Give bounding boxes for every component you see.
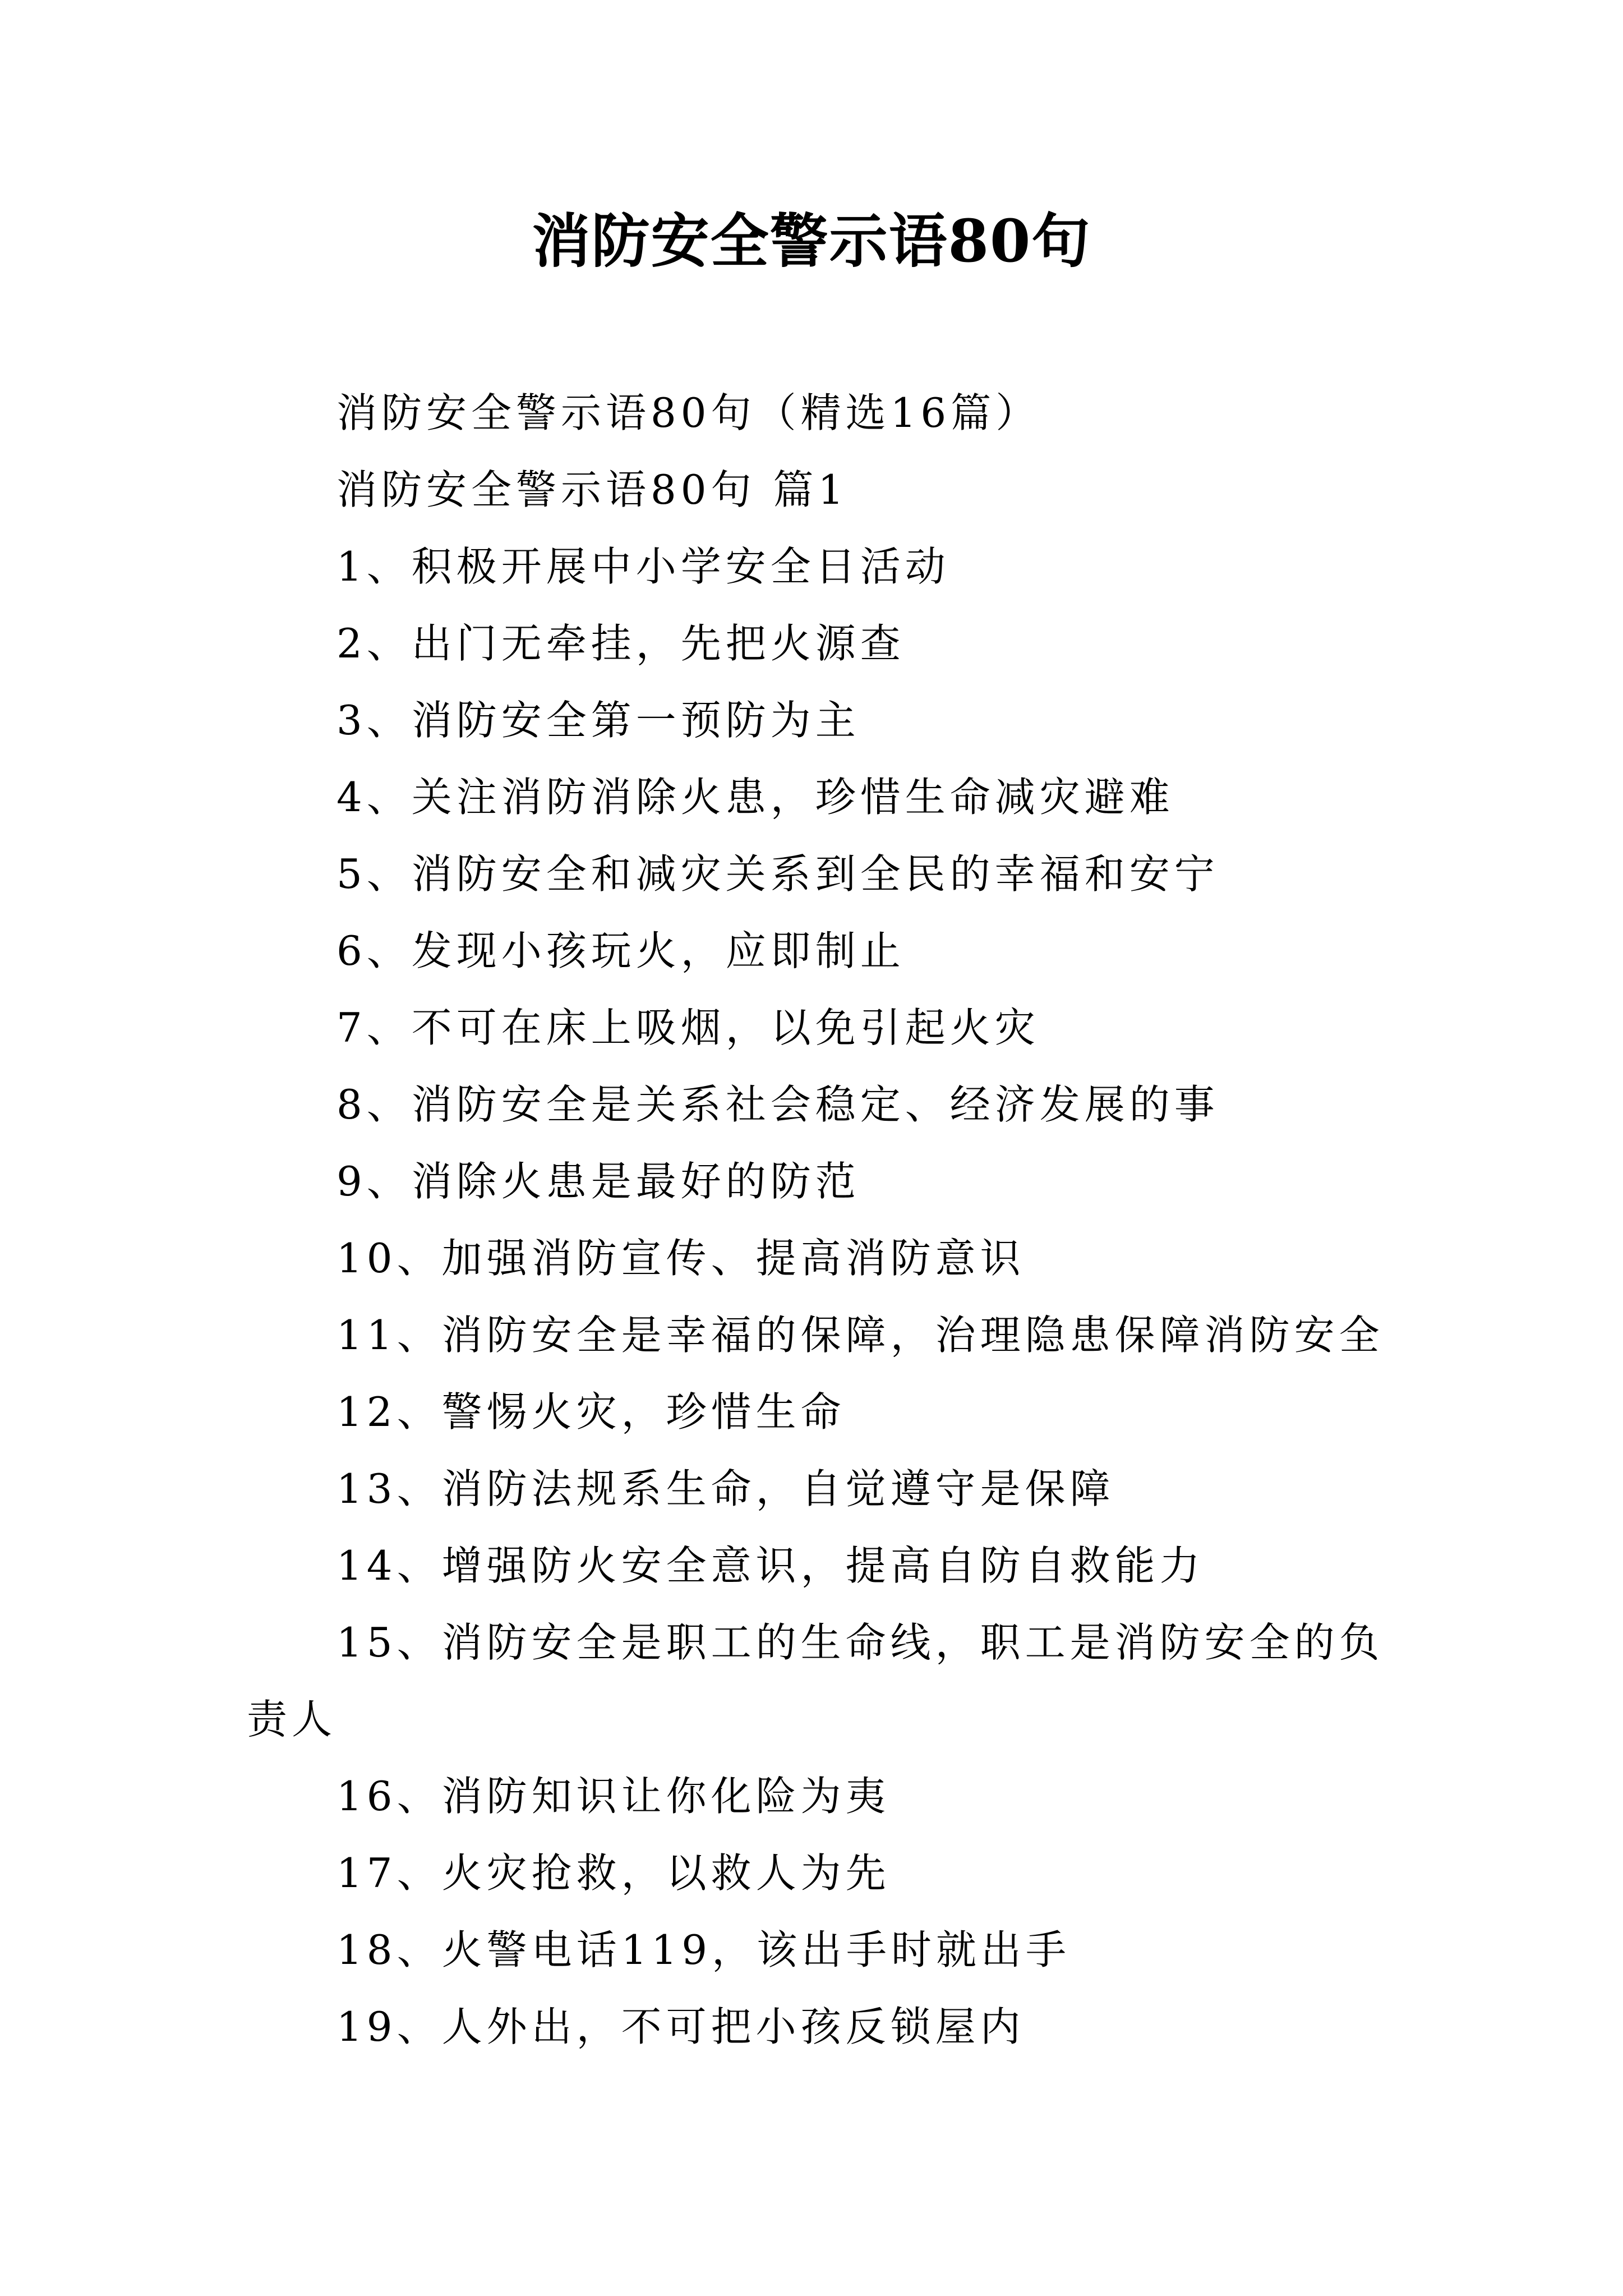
list-item: 15、消防安全是职工的生命线，职工是消防安全的负责人 xyxy=(247,1619,1384,1743)
list-item: 8、消防安全是关系社会稳定、经济发展的事 xyxy=(336,1081,1219,1128)
list-item: 4、关注消防消除火患，珍惜生命减灾避难 xyxy=(336,774,1174,821)
list-item: 12、警惕火灾，珍惜生命 xyxy=(336,1388,846,1435)
list-item: 3、消防安全第一预防为主 xyxy=(336,697,860,744)
list-item: 9、消除火患是最好的防范 xyxy=(336,1158,860,1205)
list-item: 11、消防安全是幸福的保障，治理隐患保障消防安全 xyxy=(336,1312,1384,1359)
list-item: 14、增强防火安全意识，提高自防自救能力 xyxy=(336,1542,1205,1589)
list-item: 1、积极开展中小学安全日活动 xyxy=(336,543,950,590)
list-item: 16、消防知识让你化险为夷 xyxy=(336,1773,891,1820)
list-item: 6、发现小孩玩火，应即制止 xyxy=(336,927,905,974)
document-body xyxy=(247,375,1385,2065)
paragraph-subtitle: 消防安全警示语80句（精选16篇） xyxy=(336,389,1041,436)
list-item: 19、人外出，不可把小孩反锁屋内 xyxy=(336,2003,1025,2050)
list-item: 5、消防安全和减灾关系到全民的幸福和安宁 xyxy=(336,850,1219,898)
paragraph-section-heading: 消防安全警示语80句 篇1 xyxy=(336,466,849,513)
list-item: 17、火灾抢救，以救人为先 xyxy=(336,1849,891,1897)
list-item: 10、加强消防宣传、提高消防意识 xyxy=(336,1235,1025,1282)
list-item: 2、出门无牵挂，先把火源查 xyxy=(336,620,905,667)
list-item: 13、消防法规系生命，自觉遵守是保障 xyxy=(336,1465,1115,1512)
list-item: 7、不可在床上吸烟，以免引起火灾 xyxy=(336,1004,1040,1051)
list-item: 18、火警电话119，该出手时就出手 xyxy=(336,1926,1071,1973)
document-title: 消防安全警示语80句 xyxy=(532,206,1091,275)
